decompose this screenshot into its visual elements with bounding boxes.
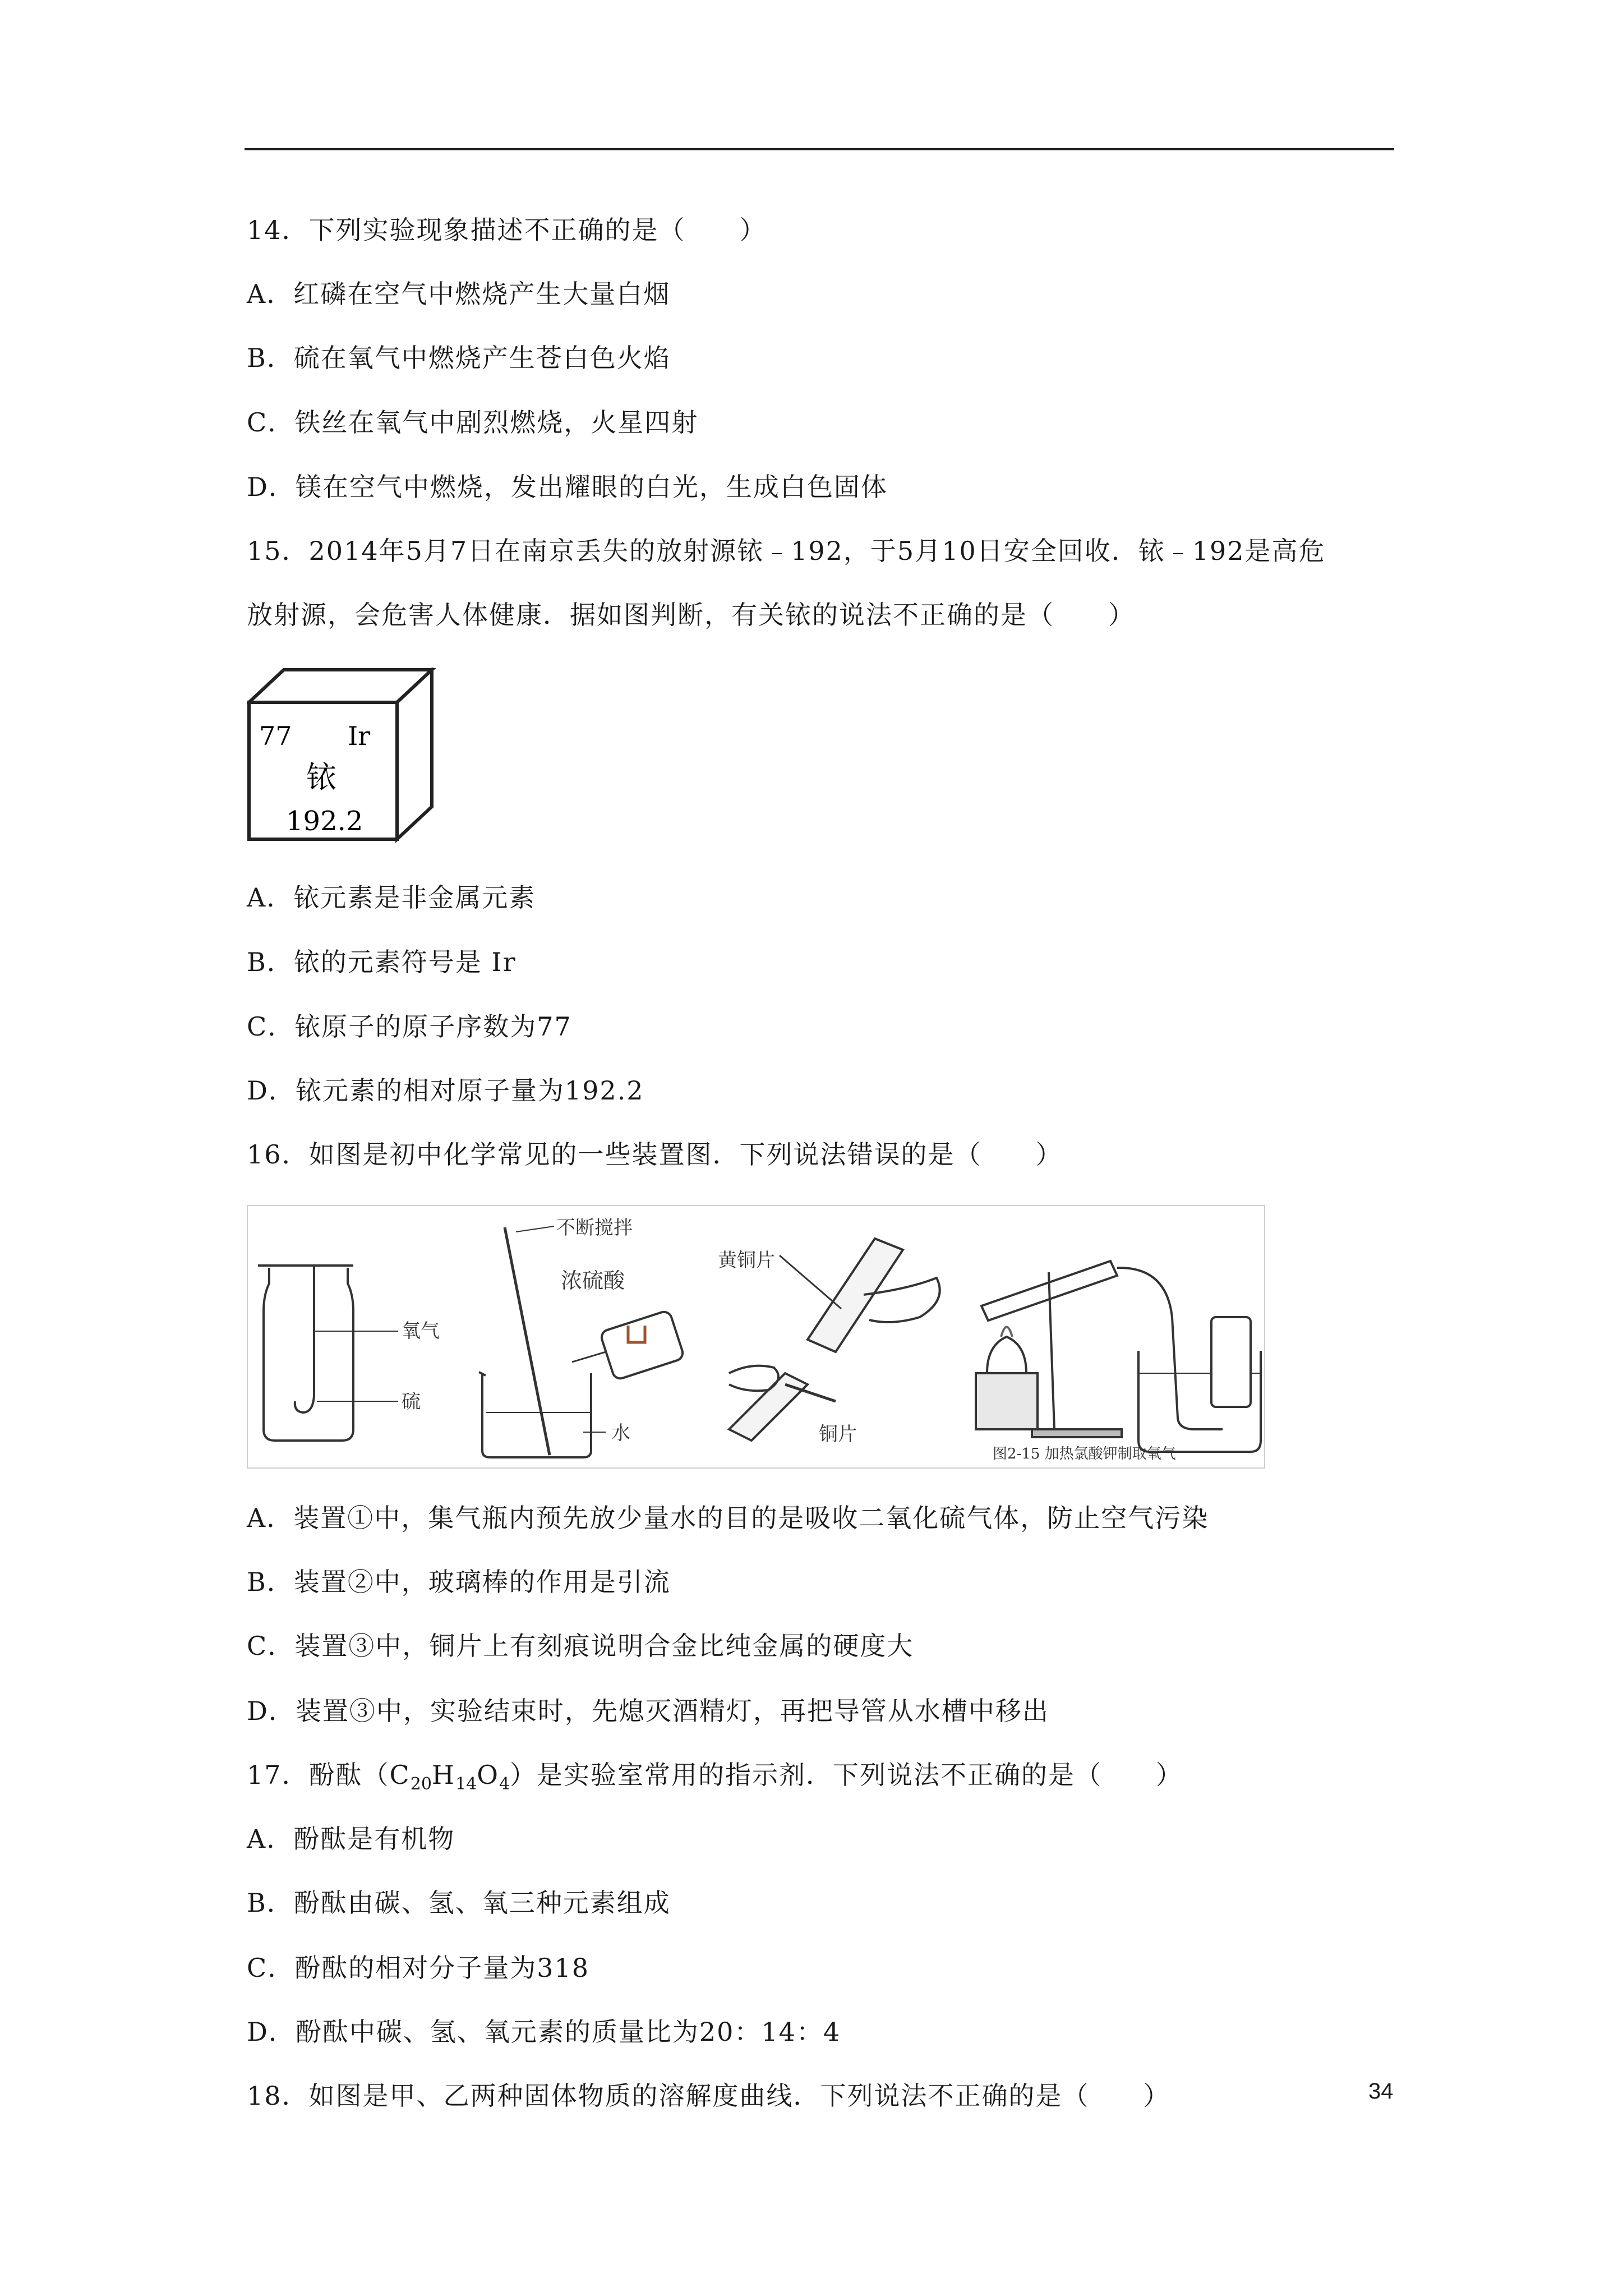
q16-option-d: D．装置③中，实验结束时，先熄灭酒精灯，再把导管从水槽中移出 — [247, 1696, 1049, 1726]
q15-stem-line2: 放射源，会危害人体健康．据如图判断，有关铱的说法不正确的是（ ） — [247, 600, 1135, 630]
q15-option-c: C．铱原子的原子序数为77 — [247, 1011, 572, 1042]
q17-option-a: A．酚酞是有机物 — [247, 1824, 455, 1854]
label-copper: 铜片 — [819, 1423, 857, 1446]
q15-option-a: A．铱元素是非金属元素 — [247, 882, 536, 913]
iridium-element-card-figure — [247, 668, 437, 847]
q16-option-c: C．装置③中，铜片上有刻痕说明合金比纯金属的硬度大 — [247, 1631, 914, 1661]
header-rule — [245, 148, 1394, 150]
q17-stem: 17．酚酞$(C_{20}H_{14}O_4)$是实验室常用的指示剂．下列说法不正确的是（ ） — [247, 1760, 1183, 1794]
element-atomic-mass: 192.2 — [286, 806, 363, 837]
label-water: 水 — [611, 1422, 630, 1444]
page-number: 34 — [1368, 2079, 1394, 2104]
label-brass: 黄铜片 — [718, 1249, 775, 1272]
q14-stem: 14．下列实验现象描述不正确的是（ ） — [247, 215, 767, 245]
element-symbol: Ir — [348, 721, 371, 751]
q17-option-b: B．酚酞由碳、氢、氧三种元素组成 — [247, 1888, 671, 1918]
q16-option-a: A．装置①中，集气瓶内预先放少量水的目的是吸收二氧化硫气体，防止空气污染 — [247, 1503, 1209, 1533]
figure-caption: 图2-15 加热氯酸钾制取氧气 — [993, 1446, 1176, 1462]
q17-option-c: C．酚酞的相对分子量为318 — [247, 1953, 589, 1983]
element-name: 铱 — [306, 760, 336, 795]
q16-apparatus-figure — [247, 1205, 1265, 1469]
q14-option-d: D．镁在空气中燃烧，发出耀眼的白光，生成白色固体 — [247, 472, 888, 502]
element-atomic-number: 77 — [259, 721, 292, 751]
q17-option-d: D．酚酞中碳、氢、氧元素的质量比为20：14：4 — [247, 2017, 841, 2047]
q14-option-c: C．铁丝在氧气中剧烈燃烧，火星四射 — [247, 407, 699, 438]
label-sulfur: 硫 — [402, 1391, 421, 1413]
q15-option-d: D．铱元素的相对原子量为192.2 — [247, 1075, 644, 1106]
q18-stem: 18．如图是甲、乙两种固体物质的溶解度曲线．下列说法不正确的是（ ） — [247, 2081, 1170, 2111]
label-stir: 不断搅拌 — [556, 1217, 633, 1239]
q16-option-b: B．装置②中，玻璃棒的作用是引流 — [247, 1567, 671, 1597]
q15-option-b: B．铱的元素符号是 Ir — [247, 947, 517, 977]
q15-stem-line1: 15．2014年5月7日在南京丢失的放射源铱﹣192，于5月10日安全回收．铱﹣192是高危 — [247, 536, 1326, 566]
q14-option-a: A．红磷在空气中燃烧产生大量白烟 — [247, 279, 671, 309]
q14-option-b: B．硫在氧气中燃烧产生苍白色火焰 — [247, 343, 671, 373]
q16-stem: 16．如图是初中化学常见的一些装置图．下列说法错误的是（ ） — [247, 1139, 1063, 1170]
label-conc-acid: 浓硫酸 — [561, 1268, 625, 1293]
label-oxygen: 氧气 — [402, 1320, 440, 1342]
